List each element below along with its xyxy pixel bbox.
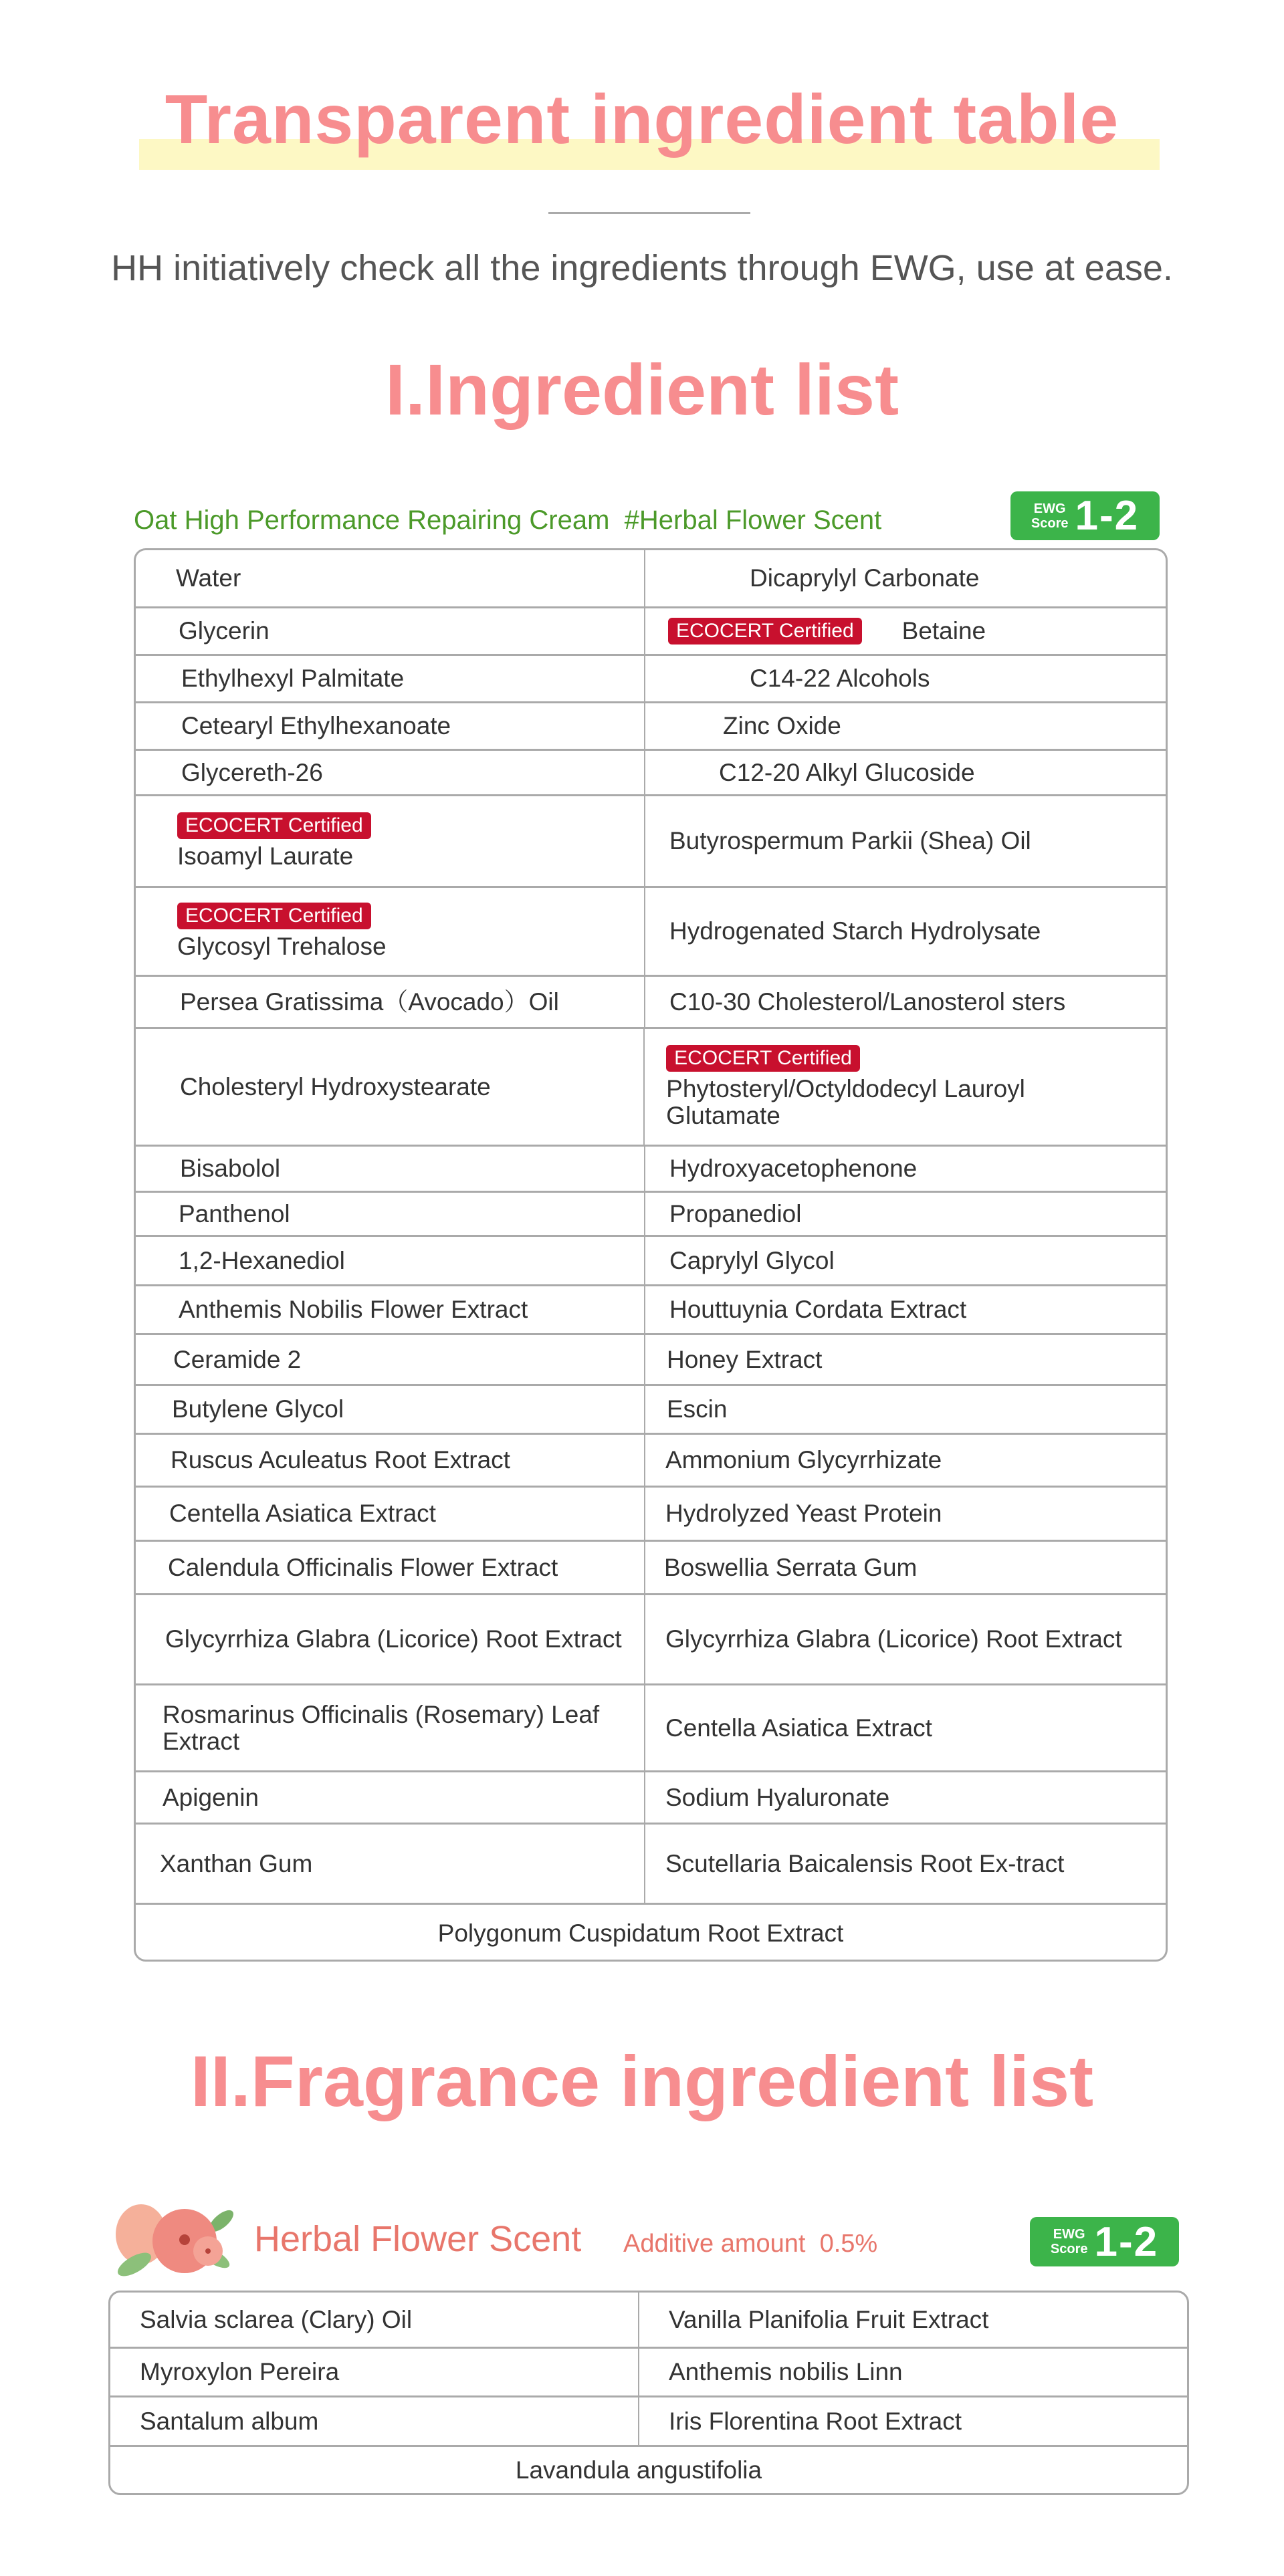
- ingredient-name: Rosmarinus Officinalis (Rosemary) Leaf Extract: [163, 1700, 600, 1755]
- ingredient-cell: [136, 550, 645, 606]
- ingredient-cell: [136, 1335, 645, 1384]
- ingredient-name: Isoamyl Laurate: [177, 842, 354, 870]
- ingredient-cell: [645, 656, 950, 701]
- ingredient-cell: [136, 1386, 645, 1433]
- ingredient-cell: [645, 751, 995, 794]
- table-row: [136, 701, 1166, 749]
- ingredient-cell: [645, 1029, 1166, 1145]
- ingredient-name: Hydroxyacetophenone: [669, 1155, 918, 1182]
- ingredient-cell: [136, 703, 645, 749]
- ingredient-name: Phytosteryl/Octyldodecyl Lauroyl Glutamate: [666, 1074, 1025, 1129]
- ingredient-name: Calendula Officinalis Flower Extract: [168, 1553, 558, 1581]
- ingredient-name: Glycyrrhiza Glabra (Licorice) Root Extract: [165, 1625, 622, 1653]
- ingredient-cell: [136, 751, 645, 794]
- fragrance-ewg-score-badge: [1030, 2217, 1179, 2266]
- ingredient-name: Iris Florentina Root Extract: [669, 2407, 962, 2435]
- table-row: [136, 1433, 1166, 1486]
- ingredient-name: Glycyrrhiza Glabra (Licorice) Root Extract: [665, 1625, 1122, 1653]
- ingredient-name: Panthenol: [179, 1199, 290, 1227]
- ingredient-name: Propanediol: [669, 1199, 802, 1227]
- ingredient-cell: [645, 1237, 855, 1284]
- ingredient-cell: [136, 656, 645, 701]
- ingredient-name: Cetearyl Ethylhexanoate: [181, 712, 451, 739]
- ingredient-name: Honey Extract: [667, 1345, 823, 1373]
- ingredient-cell: [639, 2397, 982, 2445]
- ingredient-cell: [645, 1772, 909, 1823]
- ingredient-cell: [136, 888, 645, 975]
- ingredient-cell: [645, 550, 999, 606]
- ingredient-name: C14-22 Alcohols: [750, 665, 930, 692]
- ingredient-cell: [645, 703, 861, 749]
- ingredient-cell: [645, 1488, 962, 1540]
- table-row: [136, 1384, 1166, 1433]
- table-row: [136, 975, 1166, 1027]
- ingredient-name: Anthemis nobilis Linn: [669, 2358, 903, 2385]
- ingredient-cell: [136, 1029, 645, 1145]
- table-row: [110, 2445, 1187, 2493]
- table-row: [136, 1145, 1166, 1191]
- section-title-ingredients: I.Ingredient list: [385, 349, 899, 430]
- ingredient-name: Centella Asiatica Extract: [665, 1714, 932, 1742]
- ingredient-cell: [110, 2349, 639, 2395]
- table-row: [136, 654, 1166, 701]
- page-title: Transparent ingredient table: [165, 81, 1119, 158]
- ingredient-cell: [645, 1335, 842, 1384]
- ingredient-name: Ammonium Glycyrrhizate: [665, 1446, 942, 1474]
- ingredient-cell: [645, 1193, 821, 1235]
- ecocert-badge: ECOCERT Certified: [177, 903, 371, 929]
- ingredient-name: Zinc Oxide: [723, 712, 841, 739]
- table-row: [136, 550, 1166, 606]
- page-subtitle: HH initiatively check all the ingredients through EWG, use at ease.: [111, 248, 1173, 288]
- ingredient-name: Apigenin: [163, 1783, 259, 1811]
- ingredient-name: Polygonum Cuspidatum Root Extract: [437, 1919, 844, 1947]
- ingredient-cell: [136, 1825, 645, 1903]
- table-row: [136, 1683, 1166, 1770]
- ingredient-cell: [136, 1237, 645, 1284]
- table-row: [136, 886, 1166, 975]
- ingredient-cell: [645, 1386, 747, 1433]
- ingredient-table: [134, 548, 1168, 1962]
- ingredient-cell: [645, 1147, 937, 1191]
- fragrance-table: [108, 2291, 1189, 2495]
- product-name: Oat High Performance Repairing Cream #Herbal Flower Scent: [134, 505, 882, 535]
- table-row: [110, 2395, 1187, 2445]
- ingredient-cell: [136, 1147, 645, 1191]
- scent-name: Herbal Flower Scent: [254, 2219, 582, 2259]
- ingredient-name: Ruscus Aculeatus Root Extract: [171, 1446, 510, 1474]
- ingredient-cell: [110, 2447, 1187, 2493]
- ingredient-cell: [645, 1435, 962, 1486]
- ingredient-cell: [136, 796, 645, 886]
- table-row: [136, 1903, 1166, 1962]
- ingredient-cell: [645, 1685, 952, 1770]
- ingredient-name: Vanilla Planifolia Fruit Extract: [669, 2305, 989, 2333]
- ingredient-cell: [645, 1286, 986, 1333]
- ingredient-cell: [136, 1685, 645, 1770]
- ingredient-name: Anthemis Nobilis Flower Extract: [179, 1296, 528, 1323]
- ecocert-badge: ECOCERT Certified: [668, 618, 862, 645]
- table-row: [136, 1540, 1166, 1593]
- flower-illustration: [114, 2194, 248, 2278]
- ingredient-name: Lavandula angustifolia: [515, 2456, 762, 2484]
- ingredient-cell: [136, 1542, 645, 1593]
- ecocert-badge: ECOCERT Certified: [177, 812, 371, 839]
- ewg-label-score: Score: [1031, 515, 1069, 531]
- table-row: [136, 749, 1166, 794]
- ewg-label: EWG: [1053, 2227, 1085, 2242]
- ingredient-name: Persea Gratissima（Avocado）Oil: [180, 987, 559, 1016]
- ingredient-name: Bisabolol: [180, 1155, 281, 1182]
- ingredient-name: Hydrogenated Starch Hydrolysate: [669, 917, 1041, 945]
- ingredient-cell: [639, 2293, 1008, 2347]
- ingredient-name: Hydrolyzed Yeast Protein: [665, 1500, 942, 1527]
- ingredient-name: Xanthan Gum: [160, 1849, 313, 1877]
- ewg-score-value: 1-2: [1075, 493, 1140, 539]
- ingredient-name: Centella Asiatica Extract: [169, 1500, 436, 1527]
- ingredient-name: C10-30 Cholesterol/Lanosterol sters: [669, 987, 1066, 1016]
- table-row: [136, 1333, 1166, 1384]
- table-row: [136, 1593, 1166, 1683]
- additive-amount: Additive amount 0.5%: [623, 2230, 878, 2258]
- ingredient-cell: [645, 1542, 937, 1593]
- ingredient-cell: [645, 1595, 1142, 1683]
- ingredient-cell: [136, 1488, 645, 1540]
- ingredient-name: C12-20 Alkyl Glucoside: [719, 758, 975, 786]
- ingredient-name: 1,2-Hexanediol: [179, 1246, 345, 1274]
- table-row: [136, 1486, 1166, 1540]
- ingredient-name: Butylene Glycol: [172, 1395, 344, 1423]
- ingredient-name: Ethylhexyl Palmitate: [181, 665, 405, 692]
- ingredient-cell: [110, 2397, 639, 2445]
- table-row: [136, 794, 1166, 886]
- table-row: [110, 2347, 1187, 2395]
- ingredient-cell: [639, 2349, 923, 2395]
- ingredient-cell: [136, 1595, 645, 1683]
- ingredient-cell: [645, 1825, 1084, 1903]
- ingredient-name: Scutellaria Baicalensis Root Ex-tract: [665, 1849, 1065, 1877]
- ewg-label-score: Score: [1050, 2242, 1088, 2256]
- ingredient-name: Dicaprylyl Carbonate: [750, 564, 980, 592]
- ingredient-name: Glycosyl Trehalose: [177, 933, 387, 960]
- table-row: [110, 2293, 1187, 2347]
- table-row: [136, 606, 1166, 654]
- divider: [548, 212, 750, 214]
- ingredient-name: Cholesteryl Hydroxystearate: [180, 1072, 491, 1100]
- ingredient-name: Betaine: [901, 617, 986, 645]
- ingredient-cell: [110, 2293, 639, 2347]
- ingredient-name: Water: [176, 564, 241, 592]
- ingredient-name: Sodium Hyaluronate: [665, 1783, 890, 1811]
- ingredient-cell: [645, 796, 1051, 886]
- ecocert-badge: ECOCERT Certified: [666, 1045, 860, 1072]
- ingredient-name: Santalum album: [140, 2407, 319, 2435]
- ewg-label: EWG: [1033, 501, 1066, 516]
- ingredient-name: Boswellia Serrata Gum: [664, 1553, 918, 1581]
- ingredient-name: Myroxylon Pereira: [140, 2358, 340, 2385]
- table-row: [136, 1027, 1166, 1145]
- ingredient-cell: [136, 1772, 645, 1823]
- ingredient-cell: [136, 608, 645, 654]
- ingredient-name: Glycereth-26: [181, 758, 323, 786]
- ingredient-cell: [136, 977, 645, 1027]
- ingredient-name: Ceramide 2: [173, 1345, 302, 1373]
- table-row: [136, 1284, 1166, 1333]
- table-row: [136, 1823, 1166, 1903]
- ingredient-name: Escin: [667, 1395, 728, 1423]
- ingredient-cell: [136, 1193, 645, 1235]
- ingredient-name: Caprylyl Glycol: [669, 1246, 835, 1274]
- section-title-fragrance: II.Fragrance ingredient list: [190, 2040, 1094, 2121]
- ingredient-cell: [645, 977, 1085, 1027]
- ingredient-name: Butyrospermum Parkii (Shea) Oil: [669, 827, 1031, 854]
- ingredient-name: Houttuynia Cordata Extract: [669, 1296, 967, 1323]
- ingredient-cell: [645, 888, 1061, 975]
- ingredient-name: Salvia sclarea (Clary) Oil: [140, 2305, 413, 2333]
- ingredient-cell: [136, 1435, 645, 1486]
- ingredient-cell: [136, 1286, 645, 1333]
- table-row: [136, 1770, 1166, 1823]
- ingredient-name: Glycerin: [179, 617, 270, 645]
- ewg-score-badge: [1010, 491, 1160, 540]
- ingredient-cell: [136, 1905, 1166, 1962]
- ingredient-cell: [645, 608, 1006, 654]
- table-row: [136, 1191, 1166, 1235]
- table-row: [136, 1235, 1166, 1284]
- ewg-score-value: 1-2: [1094, 2218, 1159, 2265]
